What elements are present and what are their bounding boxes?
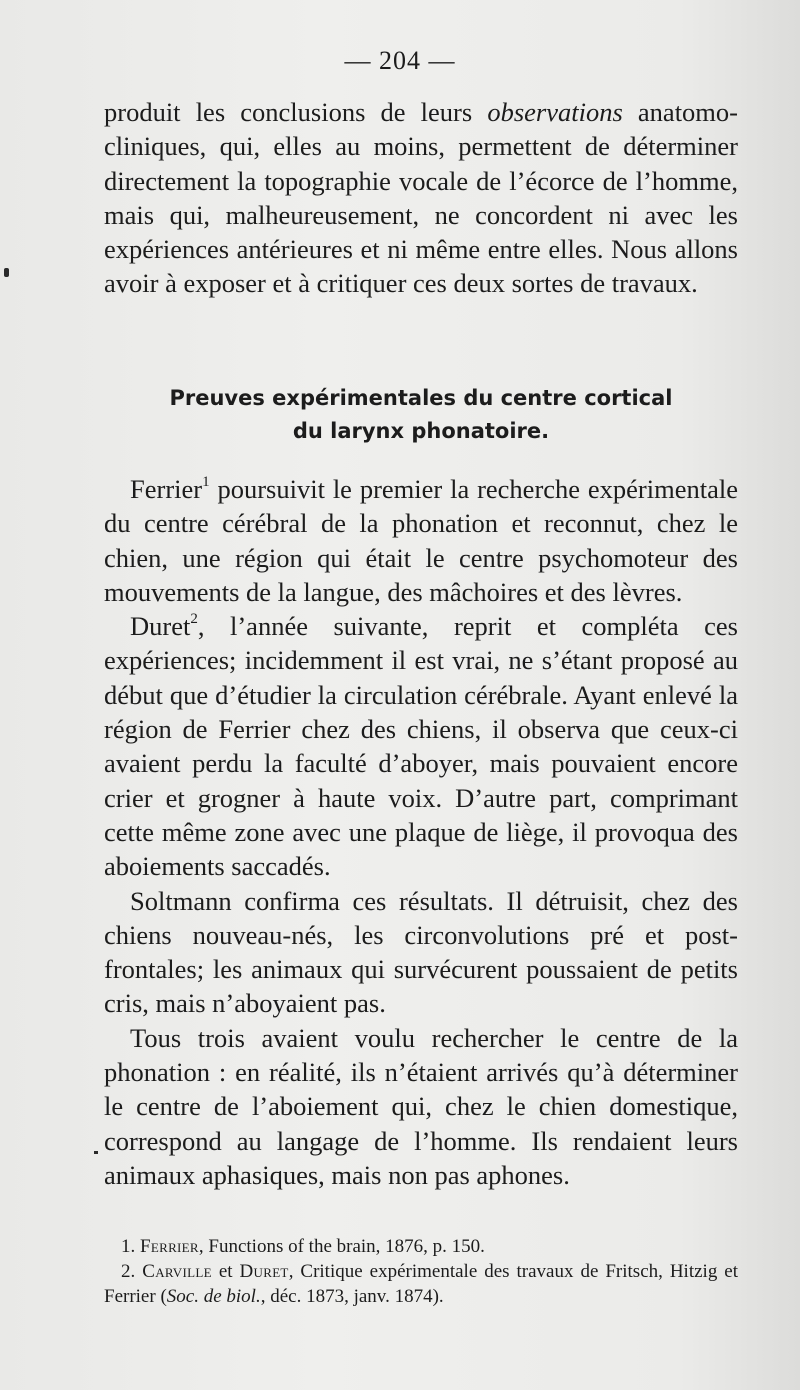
footnote-1-text: , Functions of the brain, 1876, p. 150.: [198, 1236, 485, 1257]
footnote-ref-1: 1: [202, 474, 210, 490]
intro-text-rest: anatomo-cliniques, qui, elles au moins, permettent de déterminer directement la topographie vocale de l’écorce de l’homme, mais qui, malheureusement, ne concordent ni avec les expériences antérieures et ni même entre elles. Nous allons avoir à exposer et à critiquer ces deux sortes de travaux.: [104, 97, 738, 299]
footnote-2-journal: Soc. de biol.: [166, 1286, 261, 1307]
footnote-2-author-2: Duret: [239, 1261, 289, 1282]
footnote-2-author-1: Carville: [142, 1261, 212, 1282]
paragraph-ferrier: [104, 472, 738, 609]
footnote-1-number: 1.: [121, 1236, 140, 1257]
duret-name: Duret: [130, 611, 191, 642]
intro-emphasis: observations: [487, 97, 623, 127]
footnote-2-and: et: [211, 1261, 240, 1282]
footnote-1-author: Ferrier: [140, 1236, 199, 1257]
footnote-2: [104, 1259, 738, 1309]
intro-text-start: produit les conclusions de leurs: [104, 97, 488, 127]
section-heading-line-2: du larynx phonatoire.: [292, 419, 550, 443]
duret-text: , l’année suivante, reprit et compléta ces expériences; incidemment il est vrai, ne s’étant proposé au début que d’étudier la circulation cérébrale. Ayant enlevé la région de Ferrier chez des chiens, il observa que ceux-ci avaient perdu la faculté d’aboyer, mais pouvaient encore crier et grogner à haute voix. D’autre part, comprimant cette même zone avec une plaque de liège, il provoqua des aboiements saccadés.: [104, 611, 738, 882]
section-heading-line-1: Preuves expérimentales du centre cortical: [169, 386, 673, 410]
paragraph-duret: [104, 609, 738, 883]
margin-ink-mark: [4, 268, 9, 277]
footnote-2-text-1: , Critique expérimentale des travaux de Fritsch, Hitzig et Ferrier (: [104, 1261, 739, 1307]
footnote-2-text-2: , déc. 1873, janv. 1874).: [260, 1286, 444, 1307]
page-number: — 204 —: [344, 46, 456, 75]
paragraph-conclusion: Tous trois avaient voulu rechercher le centre de la phonation : en réalité, ils n’étaient arrivés qu’à déterminer le centre de l’aboiement qui, chez le chien domestique, correspond au langage de l’homme. Ils rendaient leurs animaux aphasiques, mais non pas aphones.: [104, 1022, 738, 1190]
footnote-1: [104, 1234, 738, 1259]
margin-ink-mark: [94, 1151, 98, 1154]
ferrier-text: poursuivit le premier la recherche expérimentale du centre cérébral de la phonation et reconnut, chez le chien, une région qui était le centre psychomoteur des mouvements de la langue, des mâchoires et des lèvres.: [104, 474, 738, 607]
intro-paragraph: [104, 95, 738, 301]
section-body: [104, 472, 738, 1192]
footnote-ref-2: 2: [190, 611, 198, 628]
ferrier-name: Ferrier: [130, 474, 203, 504]
section-heading: [104, 382, 738, 448]
footnote-2-number: 2.: [121, 1261, 143, 1282]
paragraph-soltmann: Soltmann confirma ces résultats. Il détruisit, chez des chiens nouveau-nés, les circonvolutions pré et post-frontales; les animaux qui survécurent poussaient de petits cris, mais n’aboyaient pas.: [104, 885, 738, 1019]
footnotes: [104, 1234, 738, 1309]
